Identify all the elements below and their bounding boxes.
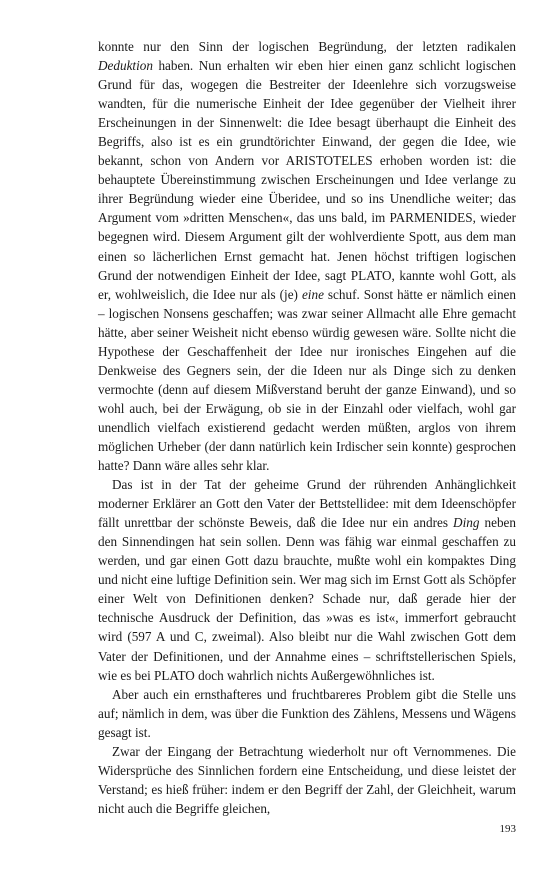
italic-run: Ding bbox=[453, 515, 480, 531]
italic-run: Deduktion bbox=[98, 58, 153, 74]
text-run: neben den Sinnendingen hat sein sollen. Denn was fähig war einmal geschaffen zu werden, und gar einen Gott dazu brauchte, mußte wohl ein kompaktes Ding und nicht eine luftige Definition sein. Wer mag sich im Ernst Gott als Schöpfer einer Welt von Definitionen denken? Schade nur, daß gerade hier der technische Ausdruck der Definition, das »was es ist«, immerfort gebraucht wird (597 A und C, zweimal). Also bleibt nur die Wahl zwischen Gott dem Vater der Definitionen, und der Annahme eines – schriftstellerischen Spiels, wie es bei PLATO doch wahrlich nichts Außergewöhnliches ist. bbox=[98, 515, 516, 683]
text-run: haben. Nun erhalten wir eben hier einen ganz schlicht logischen Grund für das, wogegen die Bestreiter der Ideenlehre sich vorzugsweise wandten, für die numerische Einheit der Idee gegenüber der Vielheit ihrer Erscheinungen in der Sinnenwelt: die Idee besagt überhaupt die Einheit des Begriffs, also ist es ein grundtörichter Einwand, der gegen die Idee, wie bekannt, schon von Andern vor ARISTOTELES erhoben worden ist: die behauptete Übereinstimmung zwischen Erscheinungen und Idee verlange zu ihrer Begründung wieder eine Überidee, und so ins Unendliche weiter; das Argument vom »dritten Menschen«, das uns bald, im PARMENIDES, wieder begegnen wird. Diesem Argument gilt der wohlverdiente Spott, aus dem man einen so lächerlichen Ernst gemacht hat. Jenen höchst triftigen logischen Grund der notwendigen Einheit der Idee, sagt PLATO, kannte wohl Gott, als er, wohlweislich, die Idee nur als (je) bbox=[98, 58, 516, 302]
text-run: Aber auch ein ernsthafteres und fruchtbareres Problem gibt die Stelle uns auf; nämlich in dem, was über die Funktion des Zählens, Messens und Wägens gesagt ist. bbox=[98, 686, 516, 740]
paragraph bbox=[98, 685, 516, 742]
paragraph bbox=[98, 742, 516, 818]
text-run: Das ist in der Tat der geheime Grund der rührenden Anhänglichkeit moderner Erklärer an Gott den Vater der Bettstellidee: mit dem Ideenschöpfer fällt unrettbar der schönste Beweis, daß die Idee nur ein andres bbox=[98, 477, 516, 531]
body-text bbox=[98, 37, 516, 818]
paragraph bbox=[98, 37, 516, 475]
page-number: 193 bbox=[499, 823, 516, 835]
text-run: schuf. Sonst hätte er nämlich einen – logischen Nonsens geschaffen; was zwar seiner Allmacht alle Ehre gemacht hätte, aber seiner Weisheit nicht ebenso würdig gewesen wäre. Sollte nicht die Hypothese der Geschaffenheit der Idee nur ironisches Eingehen auf die Denkweise des Gegners sein, der die Ideen nur als Dinge sich zu denken vermochte (denn auf diesem Mißverstand beruht der ganze Einwand), und so wohl auch, bei der Erwägung, ob sie in der Einzahl oder vielfach, wohl gar unendlich vielfach existierend gedacht werden müßten, arglos von ihrem möglichen Urheber (der dann natürlich kein Irdischer sein konnte) gesprochen hatte? Dann wäre alles sehr klar. bbox=[98, 286, 516, 474]
text-run: Zwar der Eingang der Betrachtung wiederholt nur oft Vernommenes. Die Widersprüche des Sinnlichen fordern eine Entscheidung, und diese leistet der Verstand; es hieß früher: indem er den Begriff der Zahl, der Gleichheit, warum nicht auch die Begriffe gleichen, bbox=[98, 743, 516, 816]
paragraph bbox=[98, 475, 516, 685]
text-run: konnte nur den Sinn der logischen Begründung, der letzten radikalen bbox=[98, 39, 516, 54]
italic-run: eine bbox=[301, 286, 324, 302]
